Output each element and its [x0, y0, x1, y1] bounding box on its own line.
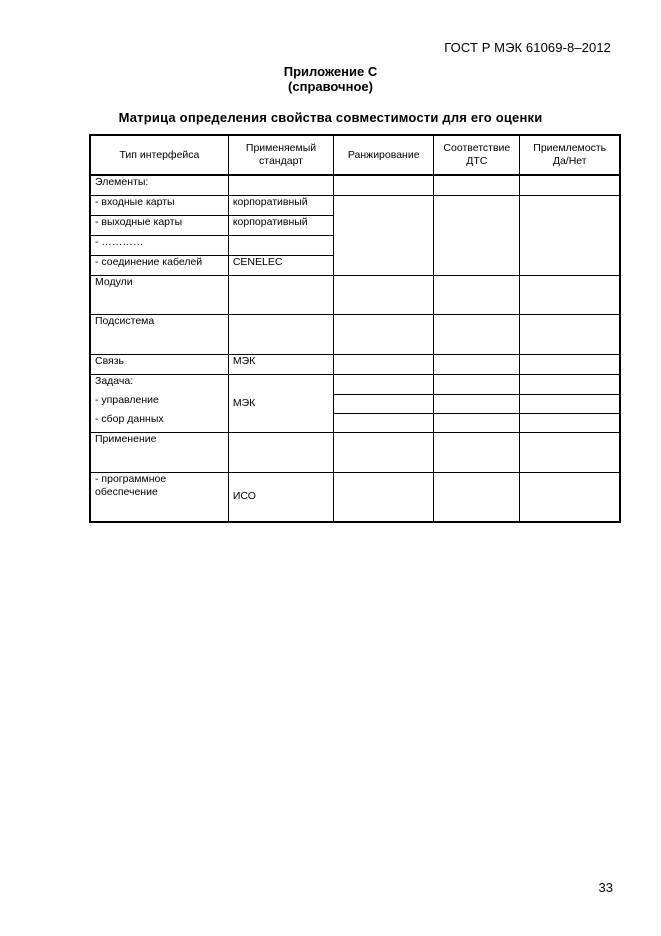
column-header-interface-type: [90, 135, 228, 175]
row-label-software: - программное обеспечение: [90, 472, 228, 522]
column-header-dcs-compliance: [434, 135, 520, 175]
row-label-elements: Элементы:: [90, 175, 228, 195]
row-label-control: - управление: [90, 394, 228, 413]
table-cell: [434, 314, 520, 354]
table-cell: [520, 374, 620, 394]
column-header-label: Тип интерфейса: [119, 148, 200, 161]
table-row: [90, 472, 620, 522]
table-cell: [334, 374, 434, 394]
column-header-ranking: [334, 135, 434, 175]
row-label-output-cards: - выходные карты: [90, 215, 228, 235]
table-cell: [228, 314, 333, 354]
row-label-task: Задача:: [90, 374, 228, 394]
table-cell: [520, 354, 620, 374]
table-cell: [520, 314, 620, 354]
table-cell: [334, 472, 434, 522]
table-row: [90, 432, 620, 472]
table-cell: [228, 275, 333, 314]
compatibility-matrix-table: [89, 134, 621, 523]
table-cell: [334, 175, 434, 195]
table-cell: [434, 195, 520, 275]
row-label-cables: - соединение кабелей: [90, 255, 228, 275]
annex-title: Приложение С: [283, 64, 378, 79]
table-row: [90, 394, 620, 413]
table-cell: [520, 394, 620, 413]
standard-cell: CENELEC: [228, 255, 333, 275]
row-label-modules: Модули: [90, 275, 228, 314]
table-cell: [520, 275, 620, 314]
table-cell: [434, 432, 520, 472]
standard-cell: корпоративный: [228, 215, 333, 235]
column-header-label: Соответствие ДТС: [443, 142, 511, 167]
table-cell: [520, 175, 620, 195]
column-header-standard: [228, 135, 333, 175]
column-header-label: Приемлемость Да/Нет: [533, 142, 607, 167]
table-cell: [334, 394, 434, 413]
table-cell: [434, 275, 520, 314]
table-row: [90, 413, 620, 432]
table-cell: [228, 235, 333, 255]
table-cell: [334, 314, 434, 354]
standard-cell: МЭК: [228, 354, 333, 374]
table-cell: [434, 354, 520, 374]
column-header-label: Ранжирование: [347, 148, 420, 161]
row-label-subsystem: Подсистема: [90, 314, 228, 354]
column-header-acceptability: [520, 135, 620, 175]
table-cell: [434, 413, 520, 432]
standard-cell: корпоративный: [228, 195, 333, 215]
table-row: [90, 374, 620, 394]
annex-heading: [0, 64, 661, 94]
column-header-label: Применяемый стандарт: [245, 142, 317, 167]
table-row: [90, 354, 620, 374]
table-cell: [434, 175, 520, 195]
row-label-application: Применение: [90, 432, 228, 472]
row-label-data-collection: - сбор данных: [90, 413, 228, 432]
table-cell: [434, 472, 520, 522]
table-cell: [334, 354, 434, 374]
table-cell: [520, 413, 620, 432]
table-row: [90, 314, 620, 354]
table-cell: [334, 275, 434, 314]
table-cell: [228, 175, 333, 195]
table-cell: [334, 195, 434, 275]
page-number: 33: [598, 880, 613, 895]
standard-designation: ГОСТ Р МЭК 61069-8–2012: [444, 40, 611, 55]
table-cell: [334, 432, 434, 472]
row-label-input-cards: - входные карты: [90, 195, 228, 215]
standard-cell: ИСО: [228, 472, 333, 522]
table-cell: [520, 472, 620, 522]
row-label-ellipsis: - …………: [90, 235, 228, 255]
table-cell: [434, 374, 520, 394]
row-label-link: Связь: [90, 354, 228, 374]
table-caption: Матрица определения свойства совместимости для его оценки: [118, 110, 543, 125]
table-cell: [334, 413, 434, 432]
table-cell: [228, 432, 333, 472]
table-cell: [434, 394, 520, 413]
annex-subtitle: (справочное): [288, 79, 373, 94]
table-row: [90, 195, 620, 215]
table-cell: [520, 195, 620, 275]
table-cell: [520, 432, 620, 472]
table-row: [90, 275, 620, 314]
table-row: [90, 175, 620, 195]
standard-cell: МЭК: [228, 374, 333, 432]
table-header-row: [90, 135, 620, 175]
